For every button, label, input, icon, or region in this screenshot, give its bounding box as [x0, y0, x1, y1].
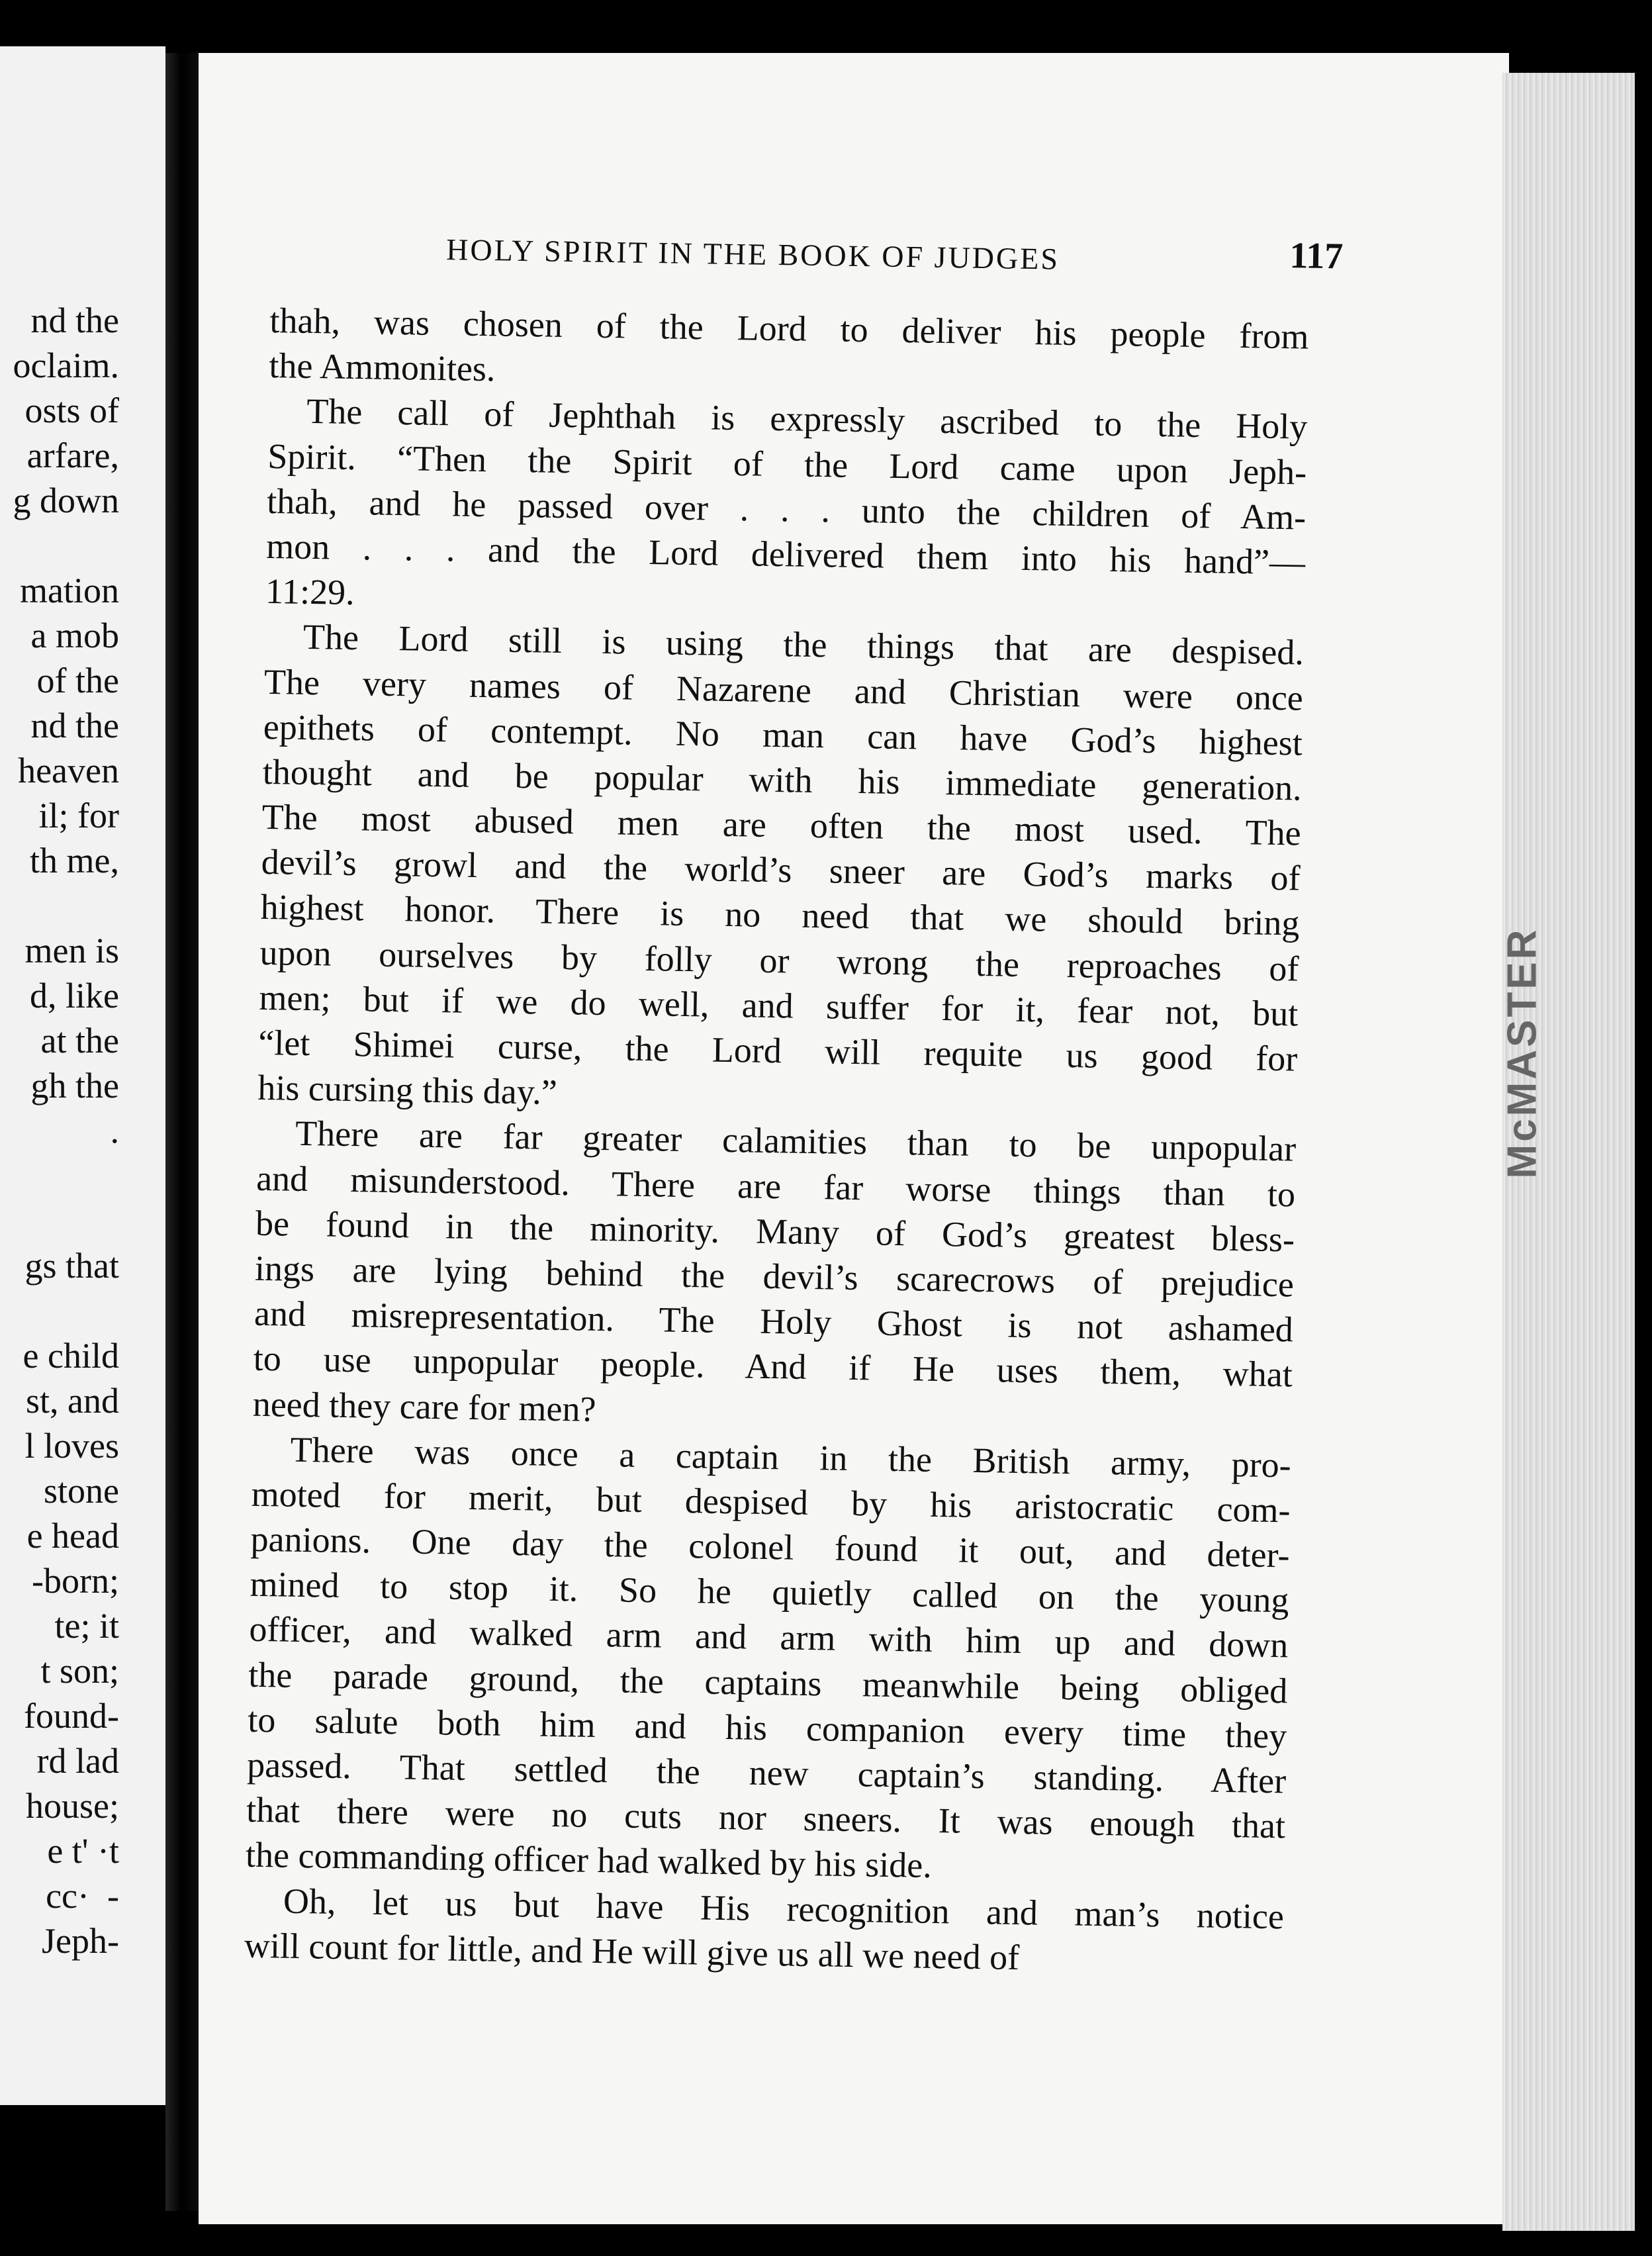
text-line: the commanding officer had walked by his side.	[245, 1835, 933, 1886]
left-page-line: heaven	[18, 751, 119, 790]
left-page-line: stone	[44, 1471, 119, 1511]
text-line: passed. That settled the new captain’s standing. After	[246, 1744, 1287, 1801]
text-line: thah, and he passed over . . . unto the children of Am-	[266, 481, 1307, 538]
text-line: epithets of contempt. No man can have God’s highest	[263, 706, 1303, 763]
left-page-line	[13, 1198, 120, 1243]
left-page-line: g down	[13, 481, 119, 520]
text-line: to use unpopular people. And if He uses them, what	[253, 1339, 1293, 1395]
left-page-line: osts of	[24, 391, 119, 430]
text-line: Oh, let us but have His recognition and man’s notice	[283, 1881, 1285, 1936]
left-page-line: men is	[24, 931, 119, 970]
text-line: panions. One day the colonel found it out, and deter-	[250, 1519, 1290, 1575]
left-page-line: -born;	[32, 1561, 119, 1601]
left-page-text	[13, 298, 120, 1963]
text-line: The most abused men are often the most used. The	[261, 796, 1302, 853]
text-line: mined to stop it. So he quietly called on the young	[250, 1564, 1289, 1621]
text-line: “let Shimei curse, the Lord will requite us good for	[257, 1022, 1298, 1079]
text-line: ings are lying behind the devil’s scarecrows of prejudice	[254, 1248, 1295, 1305]
running-head: HOLY SPIRIT IN THE BOOK OF JUDGES	[445, 232, 1060, 276]
left-page-line: of the	[36, 661, 119, 700]
library-stamp	[1483, 847, 1562, 1258]
text-line: will count for little, and He will give us all we need of	[244, 1925, 1020, 1977]
left-page-line: arfare,	[26, 436, 119, 475]
left-page-line: il; for	[38, 796, 119, 835]
left-page-line: rd lad	[36, 1741, 119, 1781]
left-page-line	[13, 883, 120, 928]
text-line: upon ourselves by folly or wrong the reproaches of	[259, 932, 1299, 989]
text-line: men; but if we do well, and suffer for it, fear not, but	[259, 977, 1299, 1034]
left-page-line: st, and	[26, 1381, 119, 1421]
page-header	[445, 221, 1344, 294]
left-page-line	[13, 523, 120, 568]
text-line: be found in the minority. Many of God’s greatest bless-	[255, 1203, 1295, 1260]
text-line: the Ammonites.	[269, 346, 496, 389]
text-line: Spirit. “Then the Spirit of the Lord came upon Jeph-	[267, 436, 1307, 493]
left-page-line: te; it	[54, 1606, 119, 1646]
left-page-line: .	[110, 1111, 119, 1151]
left-page-line: t son;	[40, 1651, 119, 1691]
left-page-line: nd the	[30, 301, 119, 340]
text-line: need they care for men?	[252, 1384, 596, 1429]
paragraph	[257, 614, 1305, 1127]
left-page-line: l loves	[24, 1426, 119, 1466]
left-page-line: e head	[26, 1516, 119, 1556]
text-line: and misunderstood. There are far worse things than to	[255, 1158, 1296, 1215]
text-line: mon . . . and the Lord delivered them into his hand”—	[265, 526, 1306, 583]
text-line: the parade ground, the captains meanwhile being obliged	[248, 1654, 1288, 1711]
left-page-line	[13, 1153, 120, 1198]
left-page-line: gh the	[30, 1066, 119, 1105]
left-page-line: found-	[24, 1696, 119, 1736]
left-page-line: nd the	[30, 706, 119, 745]
left-page	[0, 46, 165, 2105]
page-content	[244, 218, 1344, 1984]
left-page-line: e t' ·t	[47, 1831, 119, 1871]
paragraph	[246, 1426, 1292, 1893]
text-line: There are far greater calamities than to be unpopular	[295, 1113, 1297, 1169]
left-page-line: at the	[40, 1021, 119, 1060]
library-stamp-text: McMASTER	[1499, 927, 1545, 1178]
left-page-line: d, like	[30, 976, 119, 1015]
text-line: thought and be popular with his immediate generation.	[262, 751, 1303, 808]
left-page-line: mation	[20, 571, 119, 610]
left-page-line: cc· -	[46, 1876, 119, 1916]
left-page-line: Jeph-	[42, 1921, 119, 1961]
text-line: that there were no cuts nor sneers. It was enough that	[246, 1789, 1286, 1846]
text-line: highest honor. There is no need that we should bring	[260, 887, 1300, 943]
paragraph	[269, 298, 1309, 404]
left-page-line: a mob	[30, 616, 119, 655]
text-line: devil’s growl and the world’s sneer are God’s marks of	[261, 842, 1301, 898]
body-text	[244, 298, 1308, 1984]
paragraph	[265, 388, 1308, 630]
text-line: 11:29.	[265, 571, 355, 613]
text-line: The very names of Nazarene and Christian were once	[263, 661, 1304, 718]
text-line: thah, was chosen of the Lord to deliver his people from	[269, 300, 1309, 357]
paragraph	[252, 1110, 1296, 1442]
page-number: 117	[1289, 235, 1344, 277]
left-page-line: e child	[23, 1336, 119, 1376]
text-line: officer, and walked arm and arm with him up and down	[249, 1609, 1289, 1666]
text-line: and misrepresentation. The Holy Ghost is not ashamed	[253, 1293, 1294, 1350]
left-page-line	[13, 1288, 120, 1333]
text-line: The Lord still is using the things that are despised.	[302, 617, 1305, 673]
text-line: to salute both him and his companion every time they	[247, 1699, 1287, 1756]
text-line: The call of Jephthah is expressly ascribed to the Holy	[306, 391, 1308, 447]
paragraph	[244, 1877, 1284, 1984]
left-page-line: th me,	[30, 841, 119, 880]
left-page-line: gs that	[24, 1246, 119, 1286]
left-page-line: house;	[26, 1786, 119, 1826]
left-page-line: oclaim.	[13, 346, 119, 385]
text-line: There was once a captain in the British army, pro-	[290, 1429, 1292, 1485]
text-line: his cursing this day.”	[257, 1068, 558, 1113]
text-line: moted for merit, but despised by his aristocratic com-	[251, 1474, 1291, 1530]
